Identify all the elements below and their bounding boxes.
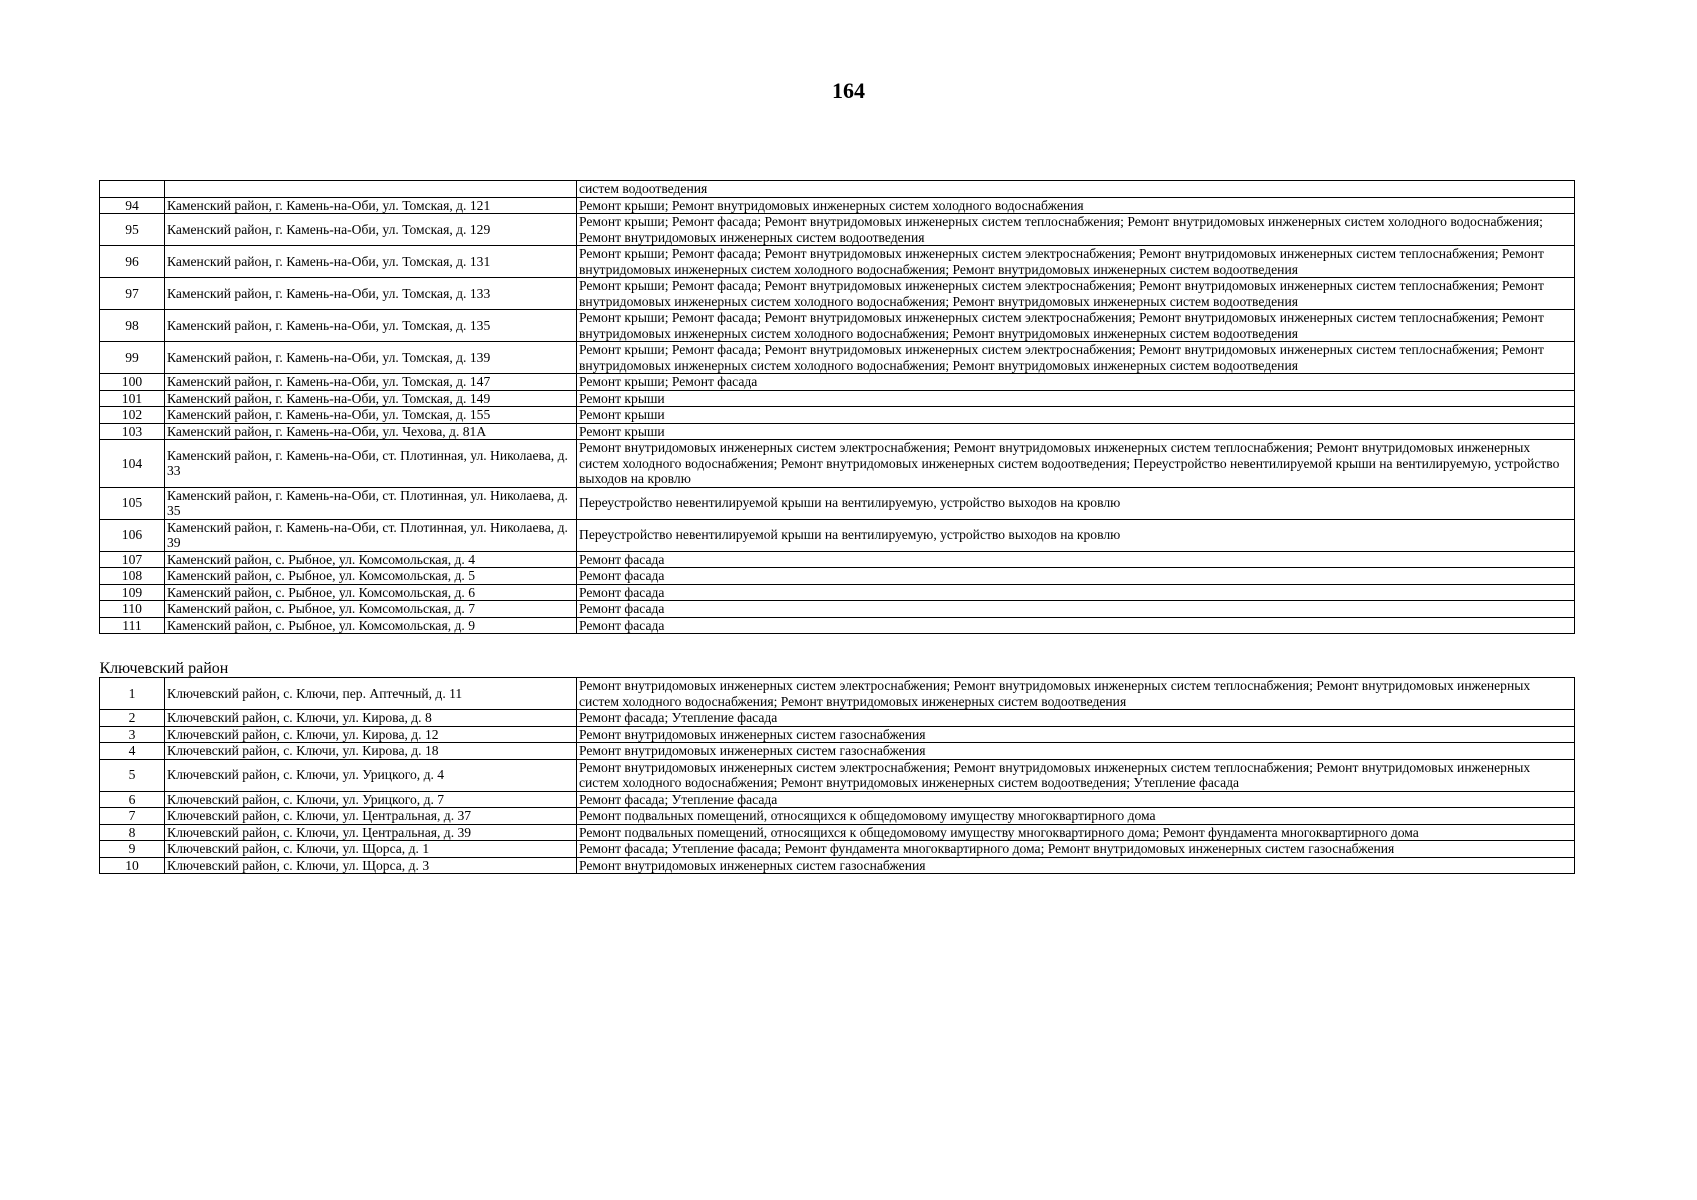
row-address [165,181,577,198]
row-work: Ремонт внутридомовых инженерных систем электроснабжения; Ремонт внутридомовых инженерных систем теплоснабжения; Ремонт внутридомовых инженерных систем холодного водоснабжения; Ремонт внутридомовых инженерных систем водоотведения [577,678,1575,710]
row-work: Ремонт крыши [577,390,1575,407]
row-number: 9 [100,841,165,858]
table-row [100,617,1575,634]
row-address: Каменский район, с. Рыбное, ул. Комсомольская, д. 5 [165,568,577,585]
table-row [100,407,1575,424]
row-number: 97 [100,278,165,310]
table-row [100,584,1575,601]
table-row [100,519,1575,551]
table-row [100,278,1575,310]
table-row [100,197,1575,214]
table-row [100,423,1575,440]
row-number: 99 [100,342,165,374]
row-work: Ремонт внутридомовых инженерных систем газоснабжения [577,743,1575,760]
row-work: Ремонт фасада [577,584,1575,601]
row-address: Каменский район, г. Камень-на-Оби, ул. Томская, д. 133 [165,278,577,310]
row-number: 4 [100,743,165,760]
table-row [100,310,1575,342]
row-address: Каменский район, г. Камень-на-Оби, ст. Плотинная, ул. Николаева, д. 35 [165,487,577,519]
row-address: Ключевский район, с. Ключи, ул. Кирова, д. 12 [165,726,577,743]
row-number: 1 [100,678,165,710]
row-work: Ремонт крыши; Ремонт фасада; Ремонт внутридомовых инженерных систем электроснабжения; Ремонт внутридомовых инженерных систем теплоснабжения; Ремонт внутридомовых инженерных систем холодного водоснабжения; Ремонт внутридомовых инженерных систем водоотведения [577,310,1575,342]
table-row [100,568,1575,585]
table-row [100,726,1575,743]
row-address: Ключевский район, с. Ключи, ул. Щорса, д. 3 [165,857,577,874]
row-number: 98 [100,310,165,342]
row-number: 111 [100,617,165,634]
row-address: Каменский район, г. Камень-на-Оби, ул. Томская, д. 147 [165,374,577,391]
row-address: Каменский район, г. Камень-на-Оби, ст. Плотинная, ул. Николаева, д. 39 [165,519,577,551]
row-number: 101 [100,390,165,407]
row-work: Ремонт крыши [577,407,1575,424]
row-address: Ключевский район, с. Ключи, ул. Кирова, д. 18 [165,743,577,760]
table-row [100,808,1575,825]
row-number: 109 [100,584,165,601]
row-number: 3 [100,726,165,743]
row-address: Каменский район, г. Камень-на-Оби, ул. Чехова, д. 81А [165,423,577,440]
row-work: Ремонт крыши; Ремонт фасада; Ремонт внутридомовых инженерных систем электроснабжения; Ремонт внутридомовых инженерных систем теплоснабжения; Ремонт внутридомовых инженерных систем холодного водоснабжения; Ремонт внутридомовых инженерных систем водоотведения [577,342,1575,374]
table-row [100,601,1575,618]
repair-table [99,180,1575,874]
row-number: 10 [100,857,165,874]
row-number: 102 [100,407,165,424]
table-row [100,487,1575,519]
row-address: Каменский район, с. Рыбное, ул. Комсомольская, д. 9 [165,617,577,634]
row-work: Ремонт фасада [577,551,1575,568]
row-work: Переустройство невентилируемой крыши на вентилируемую, устройство выходов на кровлю [577,519,1575,551]
row-work: систем водоотведения [577,181,1575,198]
row-work: Ремонт крыши; Ремонт фасада; Ремонт внутридомовых инженерных систем электроснабжения; Ремонт внутридомовых инженерных систем теплоснабжения; Ремонт внутридомовых инженерных систем холодного водоснабжения; Ремонт внутридомовых инженерных систем водоотведения [577,246,1575,278]
row-address: Каменский район, с. Рыбное, ул. Комсомольская, д. 4 [165,551,577,568]
table-row [100,743,1575,760]
row-address: Ключевский район, с. Ключи, ул. Центральная, д. 39 [165,824,577,841]
row-work: Ремонт фасада [577,601,1575,618]
row-work: Ремонт крыши; Ремонт фасада; Ремонт внутридомовых инженерных систем электроснабжения; Ремонт внутридомовых инженерных систем теплоснабжения; Ремонт внутридомовых инженерных систем холодного водоснабжения; Ремонт внутридомовых инженерных систем водоотведения [577,278,1575,310]
row-address: Каменский район, г. Камень-на-Оби, ул. Томская, д. 139 [165,342,577,374]
row-work: Ремонт внутридомовых инженерных систем газоснабжения [577,857,1575,874]
row-work: Ремонт крыши; Ремонт фасада; Ремонт внутридомовых инженерных систем теплоснабжения; Ремонт внутридомовых инженерных систем холодного водоснабжения; Ремонт внутридомовых инженерных систем водоотведения [577,214,1575,246]
row-work: Ремонт фасада; Утепление фасада; Ремонт фундамента многоквартирного дома; Ремонт внутридомовых инженерных систем газоснабжения [577,841,1575,858]
table-row [100,342,1575,374]
row-number: 96 [100,246,165,278]
row-address: Ключевский район, с. Ключи, пер. Аптечный, д. 11 [165,678,577,710]
row-number: 2 [100,710,165,727]
row-number: 105 [100,487,165,519]
table-row [100,678,1575,710]
table-row [100,857,1575,874]
row-work: Ремонт внутридомовых инженерных систем электроснабжения; Ремонт внутридомовых инженерных систем теплоснабжения; Ремонт внутридомовых инженерных систем холодного водоснабжения; Ремонт внутридомовых инженерных систем водоотведения; Переустройство невентилируемой крыши на вентилируемую, устройство выходов на кровлю [577,440,1575,488]
row-work: Ремонт подвальных помещений, относящихся к общедомовому имуществу многоквартирного дома [577,808,1575,825]
row-work: Ремонт фасада; Утепление фасада [577,791,1575,808]
table-row [100,246,1575,278]
table-row [100,841,1575,858]
row-work: Ремонт внутридомовых инженерных систем газоснабжения [577,726,1575,743]
row-number: 108 [100,568,165,585]
row-address: Каменский район, г. Камень-на-Оби, ул. Томская, д. 135 [165,310,577,342]
row-work: Ремонт подвальных помещений, относящихся к общедомовому имуществу многоквартирного дома; Ремонт фундамента многоквартирного дома [577,824,1575,841]
row-address: Каменский район, г. Камень-на-Оби, ул. Томская, д. 155 [165,407,577,424]
row-number: 7 [100,808,165,825]
table-row [100,791,1575,808]
row-number: 95 [100,214,165,246]
row-number: 110 [100,601,165,618]
row-number: 103 [100,423,165,440]
row-address: Ключевский район, с. Ключи, ул. Урицкого, д. 4 [165,759,577,791]
row-address: Каменский район, г. Камень-на-Оби, ул. Томская, д. 129 [165,214,577,246]
table-row [100,374,1575,391]
table-row [100,181,1575,198]
table-row [100,824,1575,841]
row-address: Ключевский район, с. Ключи, ул. Щорса, д. 1 [165,841,577,858]
row-address: Каменский район, г. Камень-на-Оби, ул. Томская, д. 121 [165,197,577,214]
row-address: Каменский район, с. Рыбное, ул. Комсомольская, д. 6 [165,584,577,601]
row-address: Каменский район, г. Камень-на-Оби, ул. Томская, д. 149 [165,390,577,407]
row-work: Переустройство невентилируемой крыши на вентилируемую, устройство выходов на кровлю [577,487,1575,519]
row-work: Ремонт фасада; Утепление фасада [577,710,1575,727]
row-number: 106 [100,519,165,551]
table-row [100,390,1575,407]
row-address: Каменский район, г. Камень-на-Оби, ул. Томская, д. 131 [165,246,577,278]
row-work: Ремонт крыши [577,423,1575,440]
row-work: Ремонт внутридомовых инженерных систем электроснабжения; Ремонт внутридомовых инженерных систем теплоснабжения; Ремонт внутридомовых инженерных систем холодного водоснабжения; Ремонт внутридомовых инженерных систем водоотведения; Утепление фасада [577,759,1575,791]
row-address: Ключевский район, с. Ключи, ул. Центральная, д. 37 [165,808,577,825]
table-row [100,551,1575,568]
table-row [100,759,1575,791]
page-number: 164 [832,78,865,103]
table-row [100,440,1575,488]
row-number: 5 [100,759,165,791]
row-number: 8 [100,824,165,841]
row-work: Ремонт крыши; Ремонт фасада [577,374,1575,391]
row-number: 6 [100,791,165,808]
row-number [100,181,165,198]
row-work: Ремонт фасада [577,568,1575,585]
row-address: Ключевский район, с. Ключи, ул. Урицкого, д. 7 [165,791,577,808]
row-number: 107 [100,551,165,568]
row-number: 104 [100,440,165,488]
row-address: Ключевский район, с. Ключи, ул. Кирова, д. 8 [165,710,577,727]
row-work: Ремонт крыши; Ремонт внутридомовых инженерных систем холодного водоснабжения [577,197,1575,214]
row-address: Каменский район, с. Рыбное, ул. Комсомольская, д. 7 [165,601,577,618]
row-address: Каменский район, г. Камень-на-Оби, ст. Плотинная, ул. Николаева, д. 33 [165,440,577,488]
table-row [100,710,1575,727]
table-row [100,214,1575,246]
section-heading: Ключевский район [100,634,1575,678]
row-number: 100 [100,374,165,391]
section-heading-row [100,634,1575,678]
row-number: 94 [100,197,165,214]
row-work: Ремонт фасада [577,617,1575,634]
